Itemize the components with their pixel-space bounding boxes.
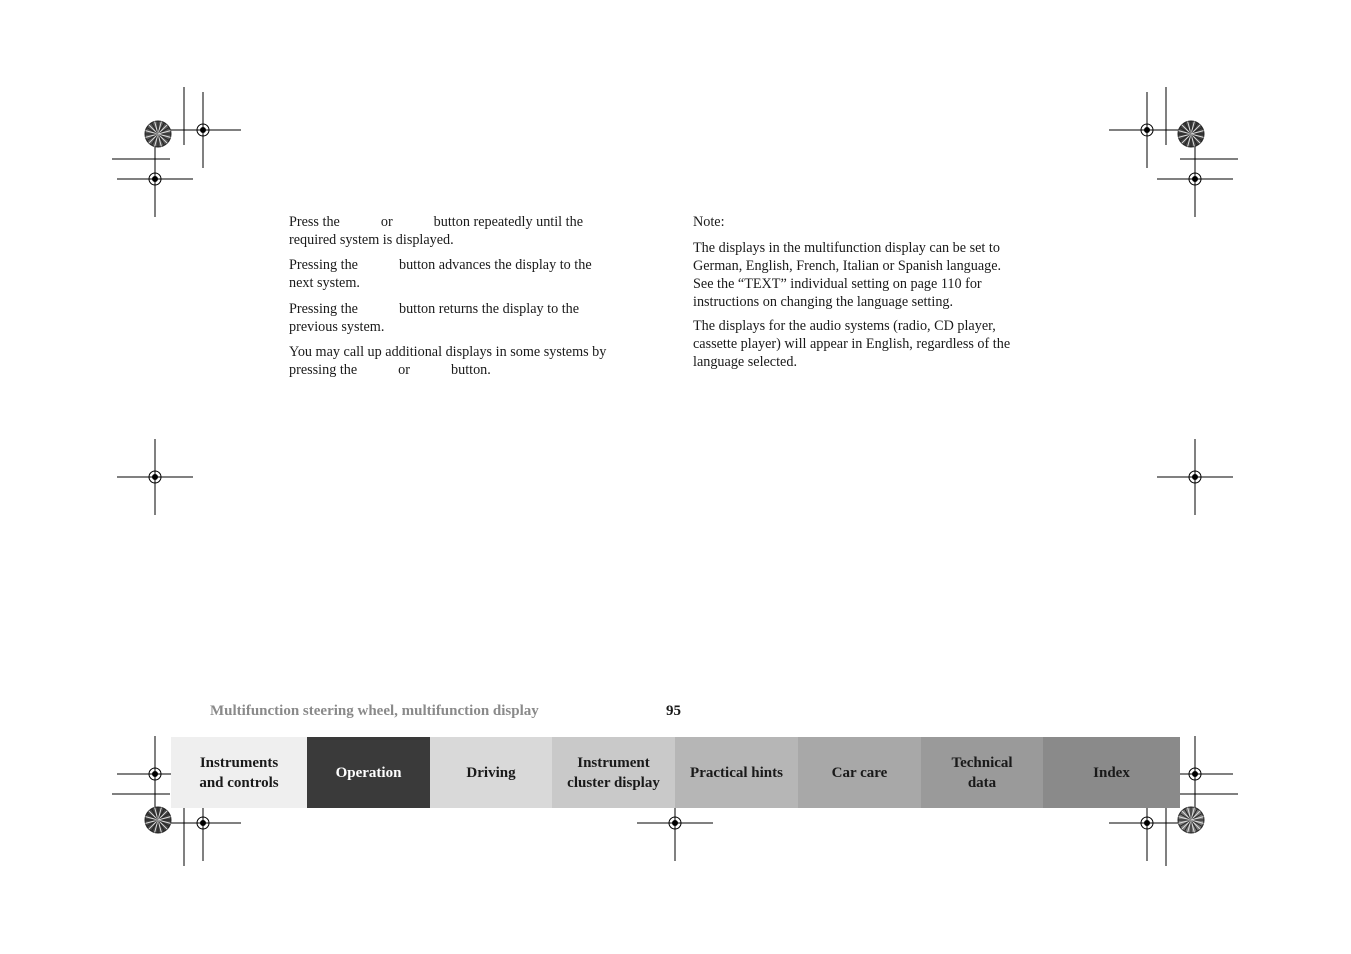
page-number: 95 xyxy=(666,703,681,719)
paragraph-additional-displays xyxy=(289,343,606,379)
starburst-icon xyxy=(145,121,171,147)
text-fragment: You may call up additional displays in some systems by xyxy=(289,344,607,360)
tab-instrument-cluster-display[interactable]: Instrument cluster display xyxy=(552,737,675,808)
text-line: See the “TEXT” individual setting on page 110 for xyxy=(693,276,982,292)
section-title: Multifunction steering wheel, multifunction display xyxy=(210,703,539,719)
starburst-icon xyxy=(145,807,171,833)
text-fragment: Pressing the xyxy=(289,257,358,273)
text-line: language selected. xyxy=(693,354,797,370)
text-fragment: pressing the xyxy=(289,362,358,378)
text-fragment: button advances the display to the xyxy=(398,257,592,273)
registration-target-icon xyxy=(1109,92,1185,168)
paragraph-return xyxy=(289,300,579,336)
starburst-icon xyxy=(1178,121,1204,147)
text-fragment: button. xyxy=(451,362,491,378)
text-fragment: button returns the display to the xyxy=(398,301,580,317)
note-label: Note: xyxy=(693,214,725,230)
registration-target-icon xyxy=(1157,141,1233,217)
text-fragment: Press the xyxy=(289,214,340,230)
note-paragraph-audio xyxy=(693,317,1010,371)
tab-operation[interactable]: Operation xyxy=(307,737,430,808)
text-line: The displays in the multifunction display can be set to xyxy=(693,240,1000,256)
text-line: cassette player) will appear in English, regardless of the xyxy=(693,336,1011,352)
registration-target-icon xyxy=(1157,439,1233,515)
paragraph-advance xyxy=(289,256,592,292)
note-paragraph-languages xyxy=(693,239,1001,311)
tab-driving[interactable]: Driving xyxy=(430,737,552,808)
text-line: instructions on changing the language setting. xyxy=(693,294,954,310)
text-fragment: or xyxy=(398,362,410,378)
tab-car-care[interactable]: Car care xyxy=(798,737,921,808)
tab-instruments-and-controls[interactable]: Instruments and controls xyxy=(171,737,307,808)
registration-target-icon xyxy=(117,439,193,515)
tab-practical-hints[interactable]: Practical hints xyxy=(675,737,798,808)
text-fragment: or xyxy=(380,214,393,230)
tab-technical-data[interactable]: Technical data xyxy=(921,737,1043,808)
text-fragment: previous system. xyxy=(289,319,385,335)
text-fragment: next system. xyxy=(289,275,360,291)
paragraph-press-button xyxy=(289,213,583,249)
text-fragment: Pressing the xyxy=(289,301,358,317)
tab-index[interactable]: Index xyxy=(1043,737,1180,808)
starburst-icon xyxy=(1178,807,1204,833)
text-line: German, English, French, Italian or Spanish language. xyxy=(693,258,1002,274)
registration-target-icon xyxy=(117,141,193,217)
text-line: The displays for the audio systems (radio, CD player, xyxy=(693,318,996,334)
text-fragment: required system is displayed. xyxy=(289,232,454,248)
text-fragment: button repeatedly until the xyxy=(433,214,583,230)
chapter-tabs xyxy=(171,737,1180,808)
registration-target-icon xyxy=(165,92,241,168)
